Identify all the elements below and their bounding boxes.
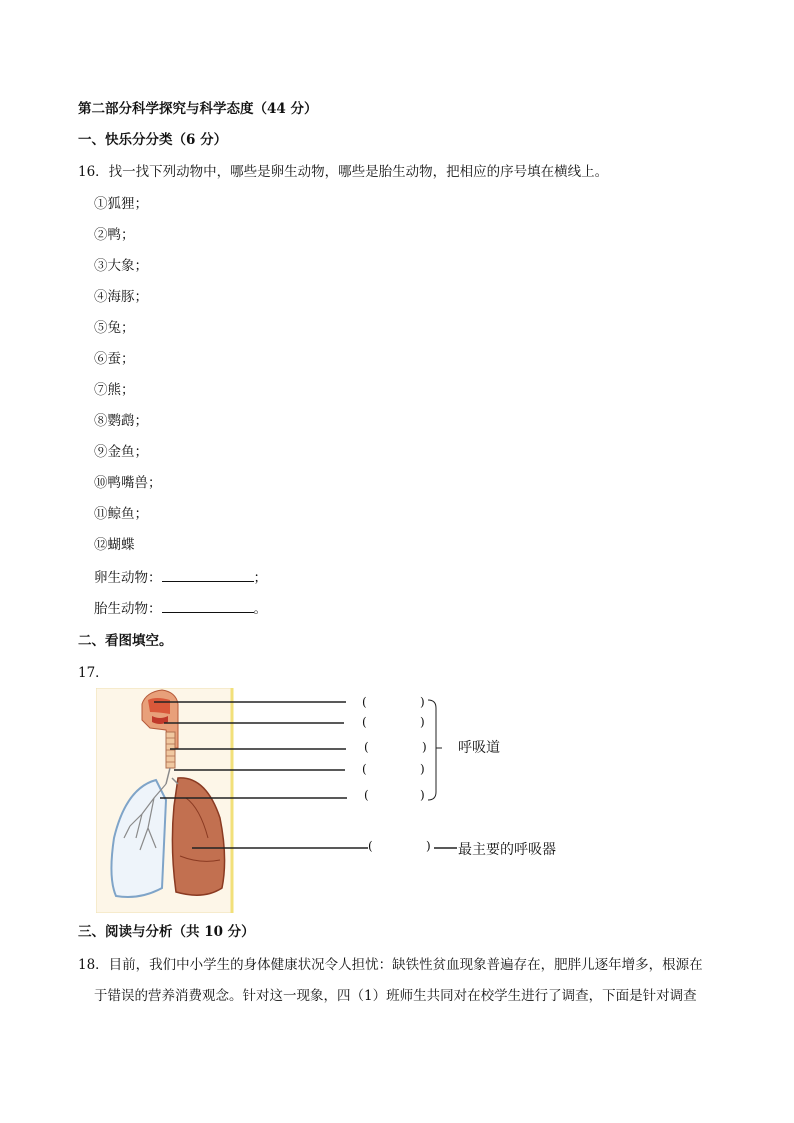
animal-item: ⑦熊； bbox=[94, 382, 135, 398]
animal-item: ②鸭； bbox=[94, 227, 135, 243]
answer-paren-open: ( bbox=[362, 762, 367, 776]
answer-paren-close: ) bbox=[420, 788, 425, 802]
part2-heading: 二、看图填空。 bbox=[78, 633, 173, 649]
animal-item: ⑧鹦鹉； bbox=[94, 413, 148, 429]
viviparous-end: 。 bbox=[253, 601, 267, 617]
answer-paren-close: ) bbox=[420, 762, 425, 776]
section-title: 第二部分科学探究与科学态度（44 分） bbox=[78, 101, 318, 117]
animal-item: ④海豚； bbox=[94, 289, 148, 305]
animal-item: ①狐狸； bbox=[94, 196, 148, 212]
main-organ-label: 最主要的呼吸器 bbox=[458, 842, 556, 858]
animal-item: ⑫蝴蝶 bbox=[94, 537, 135, 553]
animal-item: ⑪鲸鱼； bbox=[94, 506, 148, 522]
animal-item: ⑨金鱼； bbox=[94, 444, 148, 460]
viviparous-answer-blank[interactable] bbox=[162, 600, 254, 613]
viviparous-label: 胎生动物： bbox=[94, 601, 162, 617]
part3-heading: 三、阅读与分析（共 10 分） bbox=[78, 924, 255, 940]
question-18-line2: 于错误的营养消费观念。针对这一现象，四（1）班师生共同对在校学生进行了调查，下面是针对调查 bbox=[94, 988, 697, 1004]
answer-paren-open: ( bbox=[364, 740, 369, 754]
animal-item: ⑤兔； bbox=[94, 320, 135, 336]
question-17-number: 17． bbox=[78, 665, 109, 681]
answer-paren-open: ( bbox=[362, 695, 367, 709]
answer-paren-close: ) bbox=[426, 839, 431, 853]
part1-heading: 一、快乐分分类（6 分） bbox=[78, 132, 228, 148]
answer-paren-close: ) bbox=[422, 740, 427, 754]
question-16: 16．找一找下列动物中，哪些是卵生动物，哪些是胎生动物，把相应的序号填在横线上。 bbox=[78, 164, 609, 180]
answer-paren-close: ) bbox=[420, 695, 425, 709]
oviparous-end: ； bbox=[253, 570, 267, 586]
animal-item: ⑥蚕； bbox=[94, 351, 135, 367]
respiratory-tract-label: 呼吸道 bbox=[458, 740, 500, 756]
answer-paren-close: ) bbox=[420, 715, 425, 729]
viviparous-row bbox=[94, 600, 267, 618]
oviparous-answer-blank[interactable] bbox=[162, 569, 254, 582]
answer-paren-open: ( bbox=[364, 788, 369, 802]
answer-paren-open: ( bbox=[368, 839, 373, 853]
question-18-line1: 18．目前，我们中小学生的身体健康状况令人担忧：缺铁性贫血现象普遍存在，肥胖儿逐年增多，根源在 bbox=[78, 957, 703, 973]
answer-paren-open: ( bbox=[362, 715, 367, 729]
animal-item: ⑩鸭嘴兽； bbox=[94, 475, 162, 491]
respiratory-illustration bbox=[96, 688, 616, 913]
animal-item: ③大象； bbox=[94, 258, 148, 274]
oviparous-row bbox=[94, 569, 267, 587]
oviparous-label: 卵生动物： bbox=[94, 570, 162, 586]
respiratory-diagram bbox=[96, 688, 616, 913]
